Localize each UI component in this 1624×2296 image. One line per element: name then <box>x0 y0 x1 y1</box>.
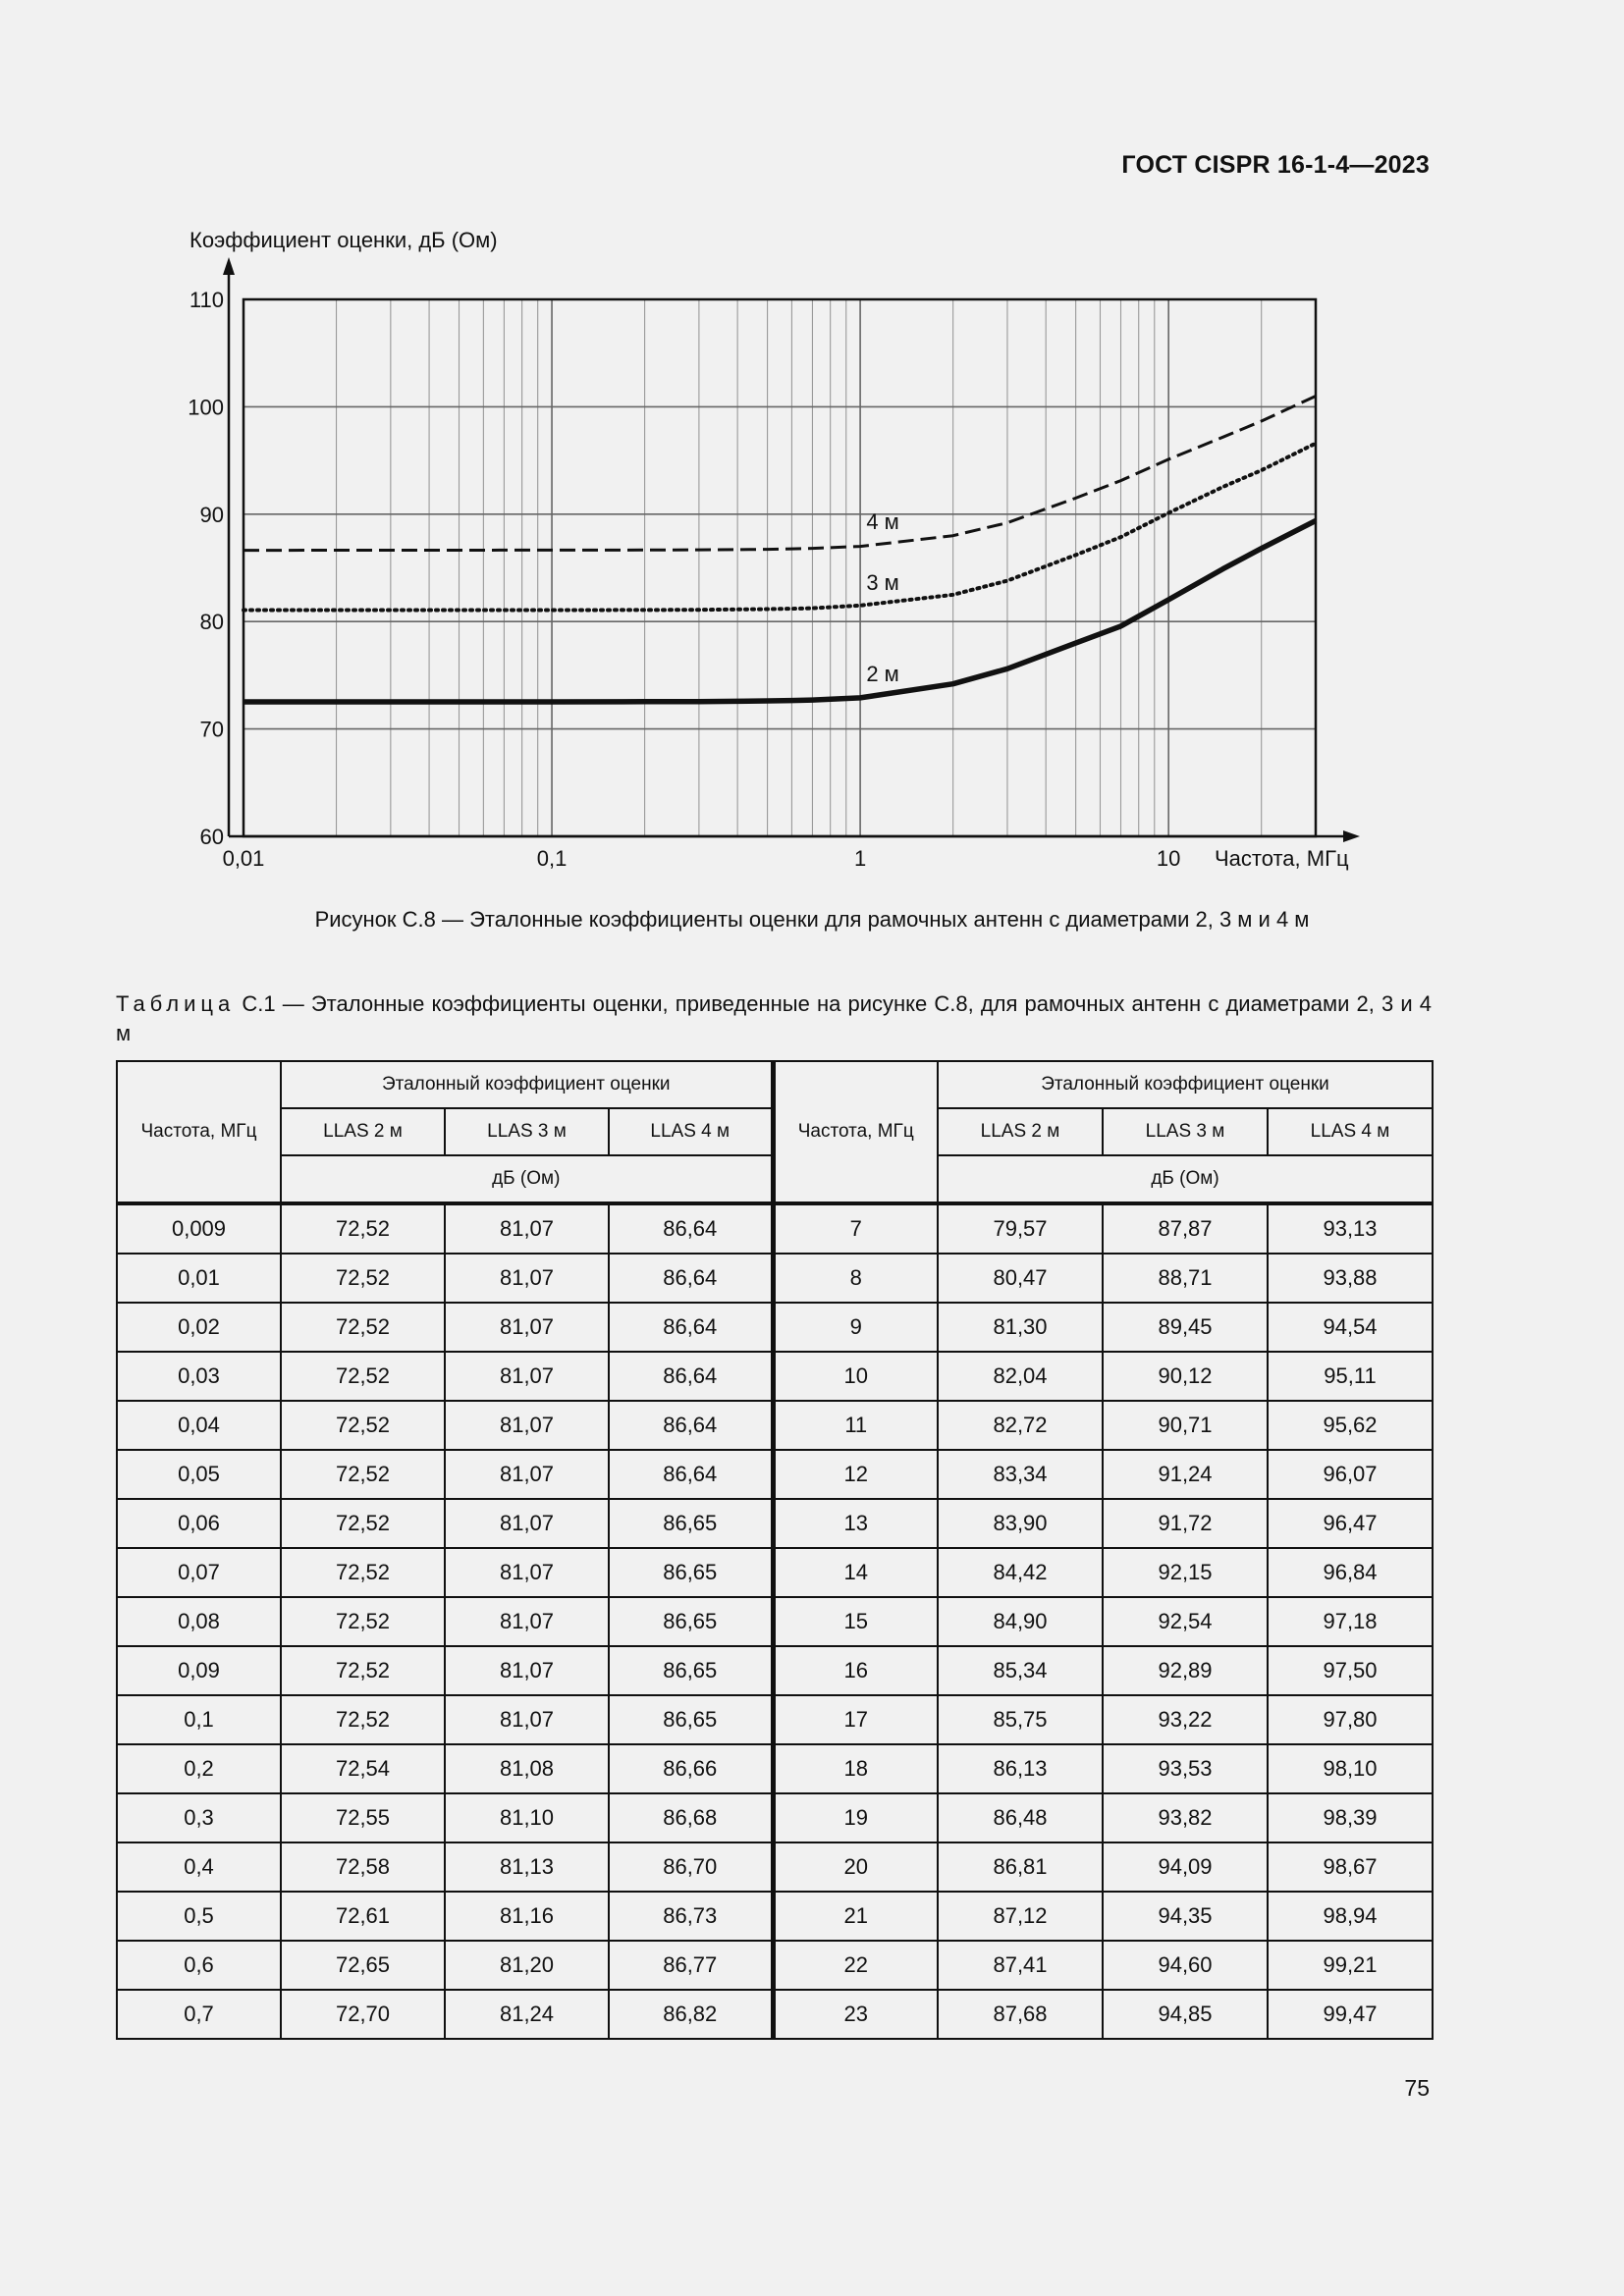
table-cell: 81,08 <box>445 1744 609 1793</box>
table-cell: 81,20 <box>445 1941 609 1990</box>
series-label: 4 м <box>866 508 899 534</box>
table-cell: 72,55 <box>281 1793 445 1842</box>
table-cell: 86,64 <box>609 1401 773 1450</box>
table-cell: 92,89 <box>1103 1646 1268 1695</box>
table-cell: 72,52 <box>281 1597 445 1646</box>
table-cell: 19 <box>773 1793 938 1842</box>
table-cell: 0,04 <box>117 1401 281 1450</box>
x-axis-label: Частота, МГц <box>1215 846 1349 871</box>
table-cell: 94,54 <box>1268 1303 1433 1352</box>
table-cell: 90,12 <box>1103 1352 1268 1401</box>
table-cell: 72,61 <box>281 1892 445 1941</box>
table-cell: 92,54 <box>1103 1597 1268 1646</box>
reference-factor-table <box>116 1060 1434 2040</box>
table-cell: 0,5 <box>117 1892 281 1941</box>
y-tick-label: 60 <box>199 825 224 849</box>
table-cell: 87,87 <box>1103 1203 1268 1254</box>
table-cell: 8 <box>773 1254 938 1303</box>
table-cell: 14 <box>773 1548 938 1597</box>
table-cell: 94,09 <box>1103 1842 1268 1892</box>
figure-c8-chart <box>0 0 1624 883</box>
table-cell: 96,84 <box>1268 1548 1433 1597</box>
y-axis-label: Коэффициент оценки, дБ (Ом) <box>189 228 498 252</box>
table-cell: 81,07 <box>445 1548 609 1597</box>
table-cell: 0,06 <box>117 1499 281 1548</box>
table-cell: 0,02 <box>117 1303 281 1352</box>
x-tick-label: 0,1 <box>536 846 568 871</box>
table-cell: 0,05 <box>117 1450 281 1499</box>
col-llas-3m-left: LLAS 3 м <box>445 1108 609 1155</box>
table-cell: 93,82 <box>1103 1793 1268 1842</box>
table-cell: 89,45 <box>1103 1303 1268 1352</box>
table-cell: 96,47 <box>1268 1499 1433 1548</box>
y-tick-label: 110 <box>189 288 224 312</box>
table-cell: 86,64 <box>609 1450 773 1499</box>
table-cell: 90,71 <box>1103 1401 1268 1450</box>
chart-svg <box>0 0 1624 883</box>
x-tick-label: 10 <box>1156 846 1181 871</box>
series-label: 2 м <box>866 662 899 687</box>
table-cell: 84,42 <box>938 1548 1103 1597</box>
table-cell: 0,09 <box>117 1646 281 1695</box>
table-cell: 94,85 <box>1103 1990 1268 2039</box>
table-cell: 88,71 <box>1103 1254 1268 1303</box>
y-tick-label: 70 <box>199 717 224 742</box>
table-cell: 87,12 <box>938 1892 1103 1941</box>
table-cell: 72,52 <box>281 1303 445 1352</box>
table-cell: 86,81 <box>938 1842 1103 1892</box>
document-code: ГОСТ CISPR 16-1-4—2023 <box>1121 151 1430 179</box>
table-cell: 16 <box>773 1646 938 1695</box>
table-cell: 86,77 <box>609 1941 773 1990</box>
table-cell: 7 <box>773 1203 938 1254</box>
table-cell: 87,68 <box>938 1990 1103 2039</box>
table-cell: 85,75 <box>938 1695 1103 1744</box>
x-axis-arrow <box>1343 830 1360 842</box>
table-cell: 81,07 <box>445 1352 609 1401</box>
col-llas-2m-left: LLAS 2 м <box>281 1108 445 1155</box>
table-cell: 98,94 <box>1268 1892 1433 1941</box>
chart-labels <box>866 509 898 686</box>
table-cell: 81,30 <box>938 1303 1103 1352</box>
table-cell: 81,10 <box>445 1793 609 1842</box>
table-cell: 86,13 <box>938 1744 1103 1793</box>
y-axis-arrow <box>223 257 235 275</box>
group-header-left: Эталонный коэффициент оценки <box>281 1061 773 1108</box>
table-cell: 81,07 <box>445 1401 609 1450</box>
col-llas-3m-right: LLAS 3 м <box>1103 1108 1268 1155</box>
table-cell: 0,08 <box>117 1597 281 1646</box>
table-cell: 86,73 <box>609 1892 773 1941</box>
table-cell: 0,4 <box>117 1842 281 1892</box>
col-llas-4m-right: LLAS 4 м <box>1268 1108 1433 1155</box>
table-cell: 93,13 <box>1268 1203 1433 1254</box>
table-row <box>117 1793 1433 1842</box>
table-cell: 81,07 <box>445 1203 609 1254</box>
freq-header-right: Частота, МГц <box>773 1061 938 1203</box>
table-cell: 72,52 <box>281 1203 445 1254</box>
table-cell: 72,52 <box>281 1352 445 1401</box>
table-row <box>117 1450 1433 1499</box>
table-row <box>117 1303 1433 1352</box>
table-cell: 0,1 <box>117 1695 281 1744</box>
page-number: 75 <box>1404 2075 1430 2101</box>
col-llas-4m-left: LLAS 4 м <box>609 1108 773 1155</box>
series-label: 3 м <box>866 570 899 596</box>
table-cell: 81,24 <box>445 1990 609 2039</box>
table-cell: 86,65 <box>609 1597 773 1646</box>
table-cell: 85,34 <box>938 1646 1103 1695</box>
y-tick-label: 80 <box>199 610 224 635</box>
x-tick-label: 0,01 <box>222 846 265 871</box>
table-cell: 86,48 <box>938 1793 1103 1842</box>
table-cell: 72,52 <box>281 1499 445 1548</box>
table-cell: 21 <box>773 1892 938 1941</box>
table-cell: 98,39 <box>1268 1793 1433 1842</box>
table-cell: 72,52 <box>281 1450 445 1499</box>
table-cell: 97,80 <box>1268 1695 1433 1744</box>
table-cell: 9 <box>773 1303 938 1352</box>
table-cell: 0,07 <box>117 1548 281 1597</box>
table-cell: 82,04 <box>938 1352 1103 1401</box>
table-cell: 81,13 <box>445 1842 609 1892</box>
table-cell: 81,07 <box>445 1450 609 1499</box>
table-cell: 86,64 <box>609 1352 773 1401</box>
table-cell: 98,67 <box>1268 1842 1433 1892</box>
table-cell: 18 <box>773 1744 938 1793</box>
table-cell: 12 <box>773 1450 938 1499</box>
table-row <box>117 1352 1433 1401</box>
table-cell: 93,22 <box>1103 1695 1268 1744</box>
table-cell: 81,07 <box>445 1303 609 1352</box>
table-row <box>117 1892 1433 1941</box>
table-cell: 97,50 <box>1268 1646 1433 1695</box>
table-body <box>117 1203 1433 2039</box>
table-cell: 0,3 <box>117 1793 281 1842</box>
table-cell: 72,52 <box>281 1548 445 1597</box>
table-cell: 72,52 <box>281 1401 445 1450</box>
table-cell: 11 <box>773 1401 938 1450</box>
table-cell: 72,54 <box>281 1744 445 1793</box>
table-cell: 86,65 <box>609 1646 773 1695</box>
table-row <box>117 1646 1433 1695</box>
table-cell: 91,24 <box>1103 1450 1268 1499</box>
table-cell: 0,2 <box>117 1744 281 1793</box>
table-row <box>117 1744 1433 1793</box>
group-header-right: Эталонный коэффициент оценки <box>938 1061 1433 1108</box>
table-row <box>117 1842 1433 1892</box>
table-title-lead: Таблица <box>116 991 236 1016</box>
table-cell: 72,52 <box>281 1254 445 1303</box>
table-cell: 86,66 <box>609 1744 773 1793</box>
table-cell: 83,34 <box>938 1450 1103 1499</box>
table-row <box>117 1548 1433 1597</box>
table-cell: 81,07 <box>445 1695 609 1744</box>
table-cell: 94,60 <box>1103 1941 1268 1990</box>
table-row <box>117 1990 1433 2039</box>
unit-header-right: дБ (Ом) <box>938 1155 1433 1203</box>
table-cell: 0,01 <box>117 1254 281 1303</box>
table-row <box>117 1597 1433 1646</box>
table-cell: 92,15 <box>1103 1548 1268 1597</box>
table-row <box>117 1941 1433 1990</box>
table-cell: 86,64 <box>609 1203 773 1254</box>
chart-grid <box>244 299 1316 836</box>
table-title-text: С.1 — Эталонные коэффициенты оценки, приведенные на рисунке С.8, для рамочных антенн с диаметрами 2, 3 и 4 м <box>116 991 1432 1045</box>
table-cell: 98,10 <box>1268 1744 1433 1793</box>
table-cell: 82,72 <box>938 1401 1103 1450</box>
table-cell: 93,53 <box>1103 1744 1268 1793</box>
table-row <box>117 1203 1433 1254</box>
x-tick-label: 1 <box>853 846 867 871</box>
table-cell: 22 <box>773 1941 938 1990</box>
table-cell: 72,52 <box>281 1646 445 1695</box>
table-cell: 91,72 <box>1103 1499 1268 1548</box>
y-tick-label: 100 <box>188 395 224 420</box>
table-cell: 15 <box>773 1597 938 1646</box>
table-cell: 10 <box>773 1352 938 1401</box>
col-llas-2m-right: LLAS 2 м <box>938 1108 1103 1155</box>
table-cell: 86,70 <box>609 1842 773 1892</box>
table-cell: 93,88 <box>1268 1254 1433 1303</box>
table-cell: 95,11 <box>1268 1352 1433 1401</box>
table-cell: 81,07 <box>445 1254 609 1303</box>
table-cell: 13 <box>773 1499 938 1548</box>
table-cell: 86,65 <box>609 1695 773 1744</box>
figure-caption: Рисунок С.8 — Эталонные коэффициенты оценки для рамочных антенн с диаметрами 2, 3 м и 4 м <box>314 907 1310 932</box>
table-cell: 96,07 <box>1268 1450 1433 1499</box>
unit-header-left: дБ (Ом) <box>281 1155 773 1203</box>
table-cell: 84,90 <box>938 1597 1103 1646</box>
table-cell: 0,009 <box>117 1203 281 1254</box>
table-cell: 86,68 <box>609 1793 773 1842</box>
table-cell: 72,70 <box>281 1990 445 2039</box>
table-row <box>117 1695 1433 1744</box>
table-cell: 97,18 <box>1268 1597 1433 1646</box>
table-cell: 72,52 <box>281 1695 445 1744</box>
table-cell: 17 <box>773 1695 938 1744</box>
table-cell: 86,64 <box>609 1254 773 1303</box>
table-cell: 81,07 <box>445 1646 609 1695</box>
y-tick-label: 90 <box>199 502 224 527</box>
table-cell: 72,58 <box>281 1842 445 1892</box>
table-cell: 86,82 <box>609 1990 773 2039</box>
table-cell: 87,41 <box>938 1941 1103 1990</box>
table-cell: 0,6 <box>117 1941 281 1990</box>
table-row <box>117 1254 1433 1303</box>
freq-header-left: Частота, МГц <box>117 1061 281 1203</box>
table-cell: 86,65 <box>609 1499 773 1548</box>
table-cell: 95,62 <box>1268 1401 1433 1450</box>
table-cell: 0,7 <box>117 1990 281 2039</box>
table-cell: 86,65 <box>609 1548 773 1597</box>
table-cell: 83,90 <box>938 1499 1103 1548</box>
table-row <box>117 1401 1433 1450</box>
table-cell: 81,07 <box>445 1499 609 1548</box>
table-cell: 23 <box>773 1990 938 2039</box>
table-cell: 80,47 <box>938 1254 1103 1303</box>
table-cell: 79,57 <box>938 1203 1103 1254</box>
table-row <box>117 1499 1433 1548</box>
table-cell: 72,65 <box>281 1941 445 1990</box>
table-cell: 99,21 <box>1268 1941 1433 1990</box>
table-cell: 81,07 <box>445 1597 609 1646</box>
table-title <box>116 989 1432 1048</box>
table-cell: 20 <box>773 1842 938 1892</box>
table-cell: 0,03 <box>117 1352 281 1401</box>
table-cell: 99,47 <box>1268 1990 1433 2039</box>
table-cell: 86,64 <box>609 1303 773 1352</box>
table-cell: 81,16 <box>445 1892 609 1941</box>
table-cell: 94,35 <box>1103 1892 1268 1941</box>
